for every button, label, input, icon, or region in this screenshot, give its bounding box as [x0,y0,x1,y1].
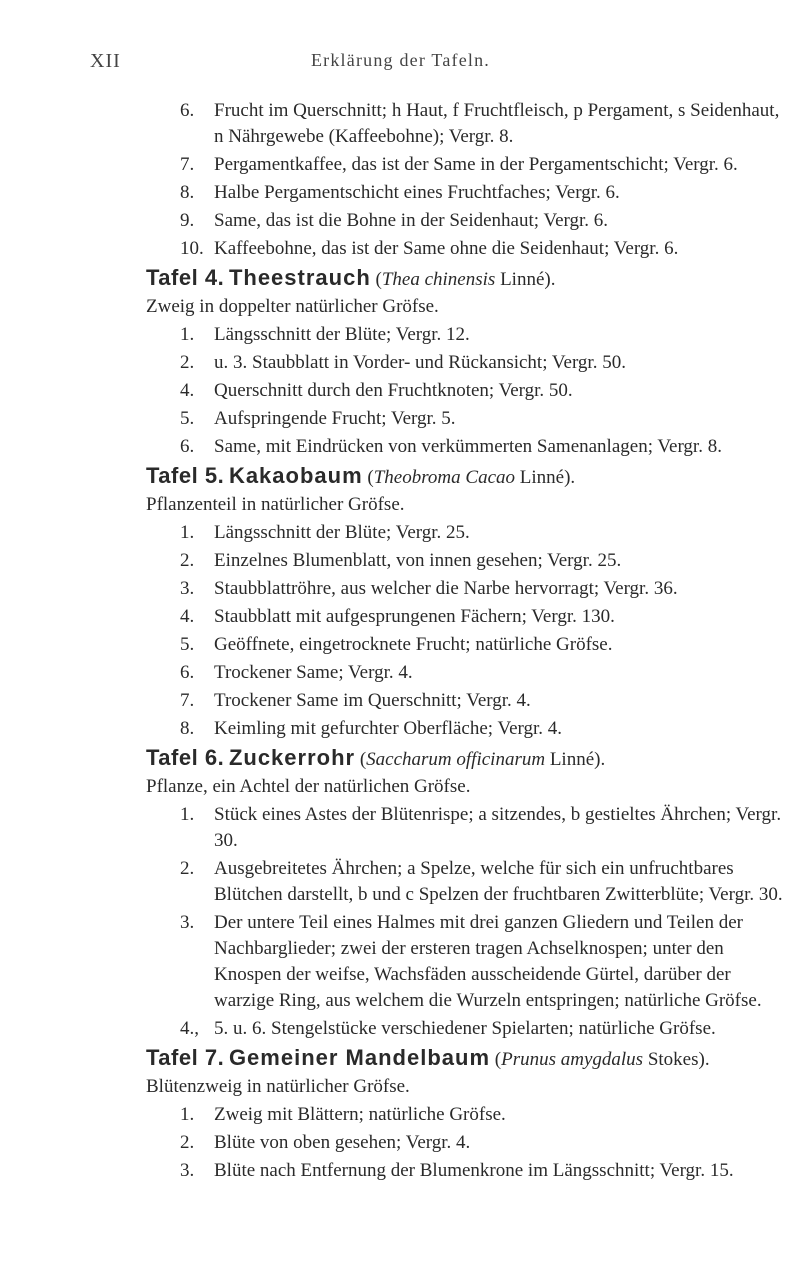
plate-description: Pflanze, ein Achtel der natürlichen Gröfse. [146,776,471,797]
plate-name: Theestrauch [228,265,371,290]
item-number: 9. [180,210,195,231]
list-item [180,856,790,908]
list-item [180,350,790,376]
plate-label: Tafel 6. [146,745,225,770]
item-number: 1. [180,324,195,345]
latin-name: Theobroma Cacao [373,467,516,488]
page-body [146,98,790,1186]
plate-label: Tafel 5. [146,463,225,488]
list-item [180,236,790,262]
item-number: 7. [180,154,195,175]
intro-list [180,98,790,262]
list-item [180,98,790,150]
plate-heading: Tafel 6. Zuckerrohr (Saccharum officinarum Linné). [146,745,606,770]
item-text: Stück eines Astes der Blütenrispe; a sitzendes, b gestieltes Ährchen; Vergr. 30. [214,804,782,851]
item-text: Der untere Teil eines Halmes mit drei ganzen Gliedern und Teilen der Nachbarglieder; zwei der ersteren tragen Achselknospen; unter den Knospen der weifse, Wachsfäden ausscheidende Gürtel, darüber der warzige Ring, aus welchem die Wurzeln entspringen; natürliche Gröfse. [214,912,762,1011]
list-item [180,180,790,206]
plate-section-6 [146,744,790,1042]
plate-name: Kakaobaum [228,463,363,488]
list-item [180,322,790,348]
item-text: Kaffeebohne, das ist der Same ohne die Seidenhaut; Vergr. 6. [214,238,679,259]
item-number: 2. [180,550,195,571]
plate-heading: Tafel 4. Theestrauch (Thea chinensis Linné). [146,265,556,290]
list-item [180,548,790,574]
author-name: Linné). [500,269,556,290]
item-number: 1. [180,804,195,825]
plate-label: Tafel 4. [146,265,225,290]
plate-section-4 [146,264,790,460]
item-text: Zweig mit Blättern; natürliche Gröfse. [214,1104,506,1125]
list-item [180,434,790,460]
item-text: Frucht im Querschnitt; h Haut, f Fruchtfleisch, p Pergament, s Seidenhaut, n Nährgewebe (Kaffeebohne); Vergr. 8. [214,100,780,147]
item-text: Ausgebreitetes Ährchen; a Spelze, welche für sich ein unfruchtbares Blütchen darstellt, b und c Spelzen der fruchtbaren Zwitterblüte; Vergr. 30. [214,858,783,905]
list-item [180,208,790,234]
item-number: 3. [180,912,195,933]
item-text: Staubblattröhre, aus welcher die Narbe hervorragt; Vergr. 36. [214,578,678,599]
author-name: Linné). [549,749,606,770]
item-number: 2. [180,352,195,373]
list-item [180,1102,790,1128]
author-name: Linné). [519,467,576,488]
list-item [180,1016,790,1042]
list-item [180,1130,790,1156]
item-text: Längsschnitt der Blüte; Vergr. 12. [214,324,470,345]
item-number: 6. [180,436,195,457]
list-item [180,1158,790,1184]
list-item [180,716,790,742]
item-number: 4., [180,1018,199,1039]
plate-heading: Tafel 7. Gemeiner Mandelbaum (Prunus amygdalus Stokes). [146,1045,710,1070]
plate-name: Gemeiner Mandelbaum [228,1045,491,1070]
plate-section-5 [146,462,790,742]
plate-name: Zuckerrohr [228,745,356,770]
item-text: Geöffnete, eingetrocknete Frucht; natürliche Gröfse. [214,634,613,655]
item-number: 8. [180,718,195,739]
item-text: Querschnitt durch den Fruchtknoten; Vergr. 50. [214,380,573,401]
plate-heading: Tafel 5. Kakaobaum (Theobroma Cacao Linné). [146,463,576,488]
list-item [180,802,790,854]
item-number: 5. [180,634,195,655]
plate-description: Pflanzenteil in natürlicher Gröfse. [146,494,405,515]
latin-name: Prunus amygdalus [501,1049,644,1070]
plate-description: Blütenzweig in natürlicher Gröfse. [146,1076,410,1097]
item-text: 5. u. 6. Stengelstücke verschiedener Spielarten; natürliche Gröfse. [214,1018,716,1039]
item-text: Pergamentkaffee, das ist der Same in der Pergamentschicht; Vergr. 6. [214,154,738,175]
list-item [180,910,790,1014]
item-number: 4. [180,380,195,401]
item-number: 4. [180,606,195,627]
item-number: 8. [180,182,195,203]
list-item [180,604,790,630]
page-number: XII [90,50,121,72]
latin-name: Thea chinensis [381,269,496,290]
item-text: u. 3. Staubblatt in Vorder- und Rückansicht; Vergr. 50. [214,352,626,373]
list-item [180,378,790,404]
item-text: Einzelnes Blumenblatt, von innen gesehen; Vergr. 25. [214,550,622,571]
item-number: 1. [180,1104,195,1125]
item-text: Längsschnitt der Blüte; Vergr. 25. [214,522,470,543]
item-number: 5. [180,408,195,429]
latin-name: Saccharum officinarum [366,749,546,770]
item-text: Keimling mit gefurchter Oberfläche; Vergr. 4. [214,718,563,739]
item-number: 2. [180,858,195,879]
running-title: Erklärung der Tafeln. [310,50,491,70]
item-text: Trockener Same im Querschnitt; Vergr. 4. [214,690,531,711]
item-text: Halbe Pergamentschicht eines Fruchtfaches; Vergr. 6. [214,182,620,203]
item-number: 3. [180,1160,195,1181]
item-text: Same, mit Eindrücken von verkümmerten Samenanlagen; Vergr. 8. [214,436,722,457]
item-text: Staubblatt mit aufgesprungenen Fächern; Vergr. 130. [214,606,615,627]
plate-section-7 [146,1044,790,1184]
item-number: 10. [180,238,204,259]
item-text: Aufspringende Frucht; Vergr. 5. [214,408,456,429]
item-number: 6. [180,662,195,683]
list-item [180,632,790,658]
item-number: 7. [180,690,195,711]
item-text: Same, das ist die Bohne in der Seidenhaut; Vergr. 6. [214,210,609,231]
list-item [180,520,790,546]
list-item [180,660,790,686]
author-name: Stokes). [647,1049,710,1070]
list-item [180,576,790,602]
list-item [180,406,790,432]
item-number: 3. [180,578,195,599]
item-text: Blüte von oben gesehen; Vergr. 4. [214,1132,471,1153]
item-number: 2. [180,1132,195,1153]
plate-description: Zweig in doppelter natürlicher Gröfse. [146,296,439,317]
item-text: Trockener Same; Vergr. 4. [214,662,413,683]
item-number: 6. [180,100,195,121]
list-item [180,688,790,714]
item-text: Blüte nach Entfernung der Blumenkrone im Längsschnitt; Vergr. 15. [214,1160,734,1181]
list-item [180,152,790,178]
plate-label: Tafel 7. [146,1045,225,1070]
item-number: 1. [180,522,195,543]
page-header [0,50,801,80]
